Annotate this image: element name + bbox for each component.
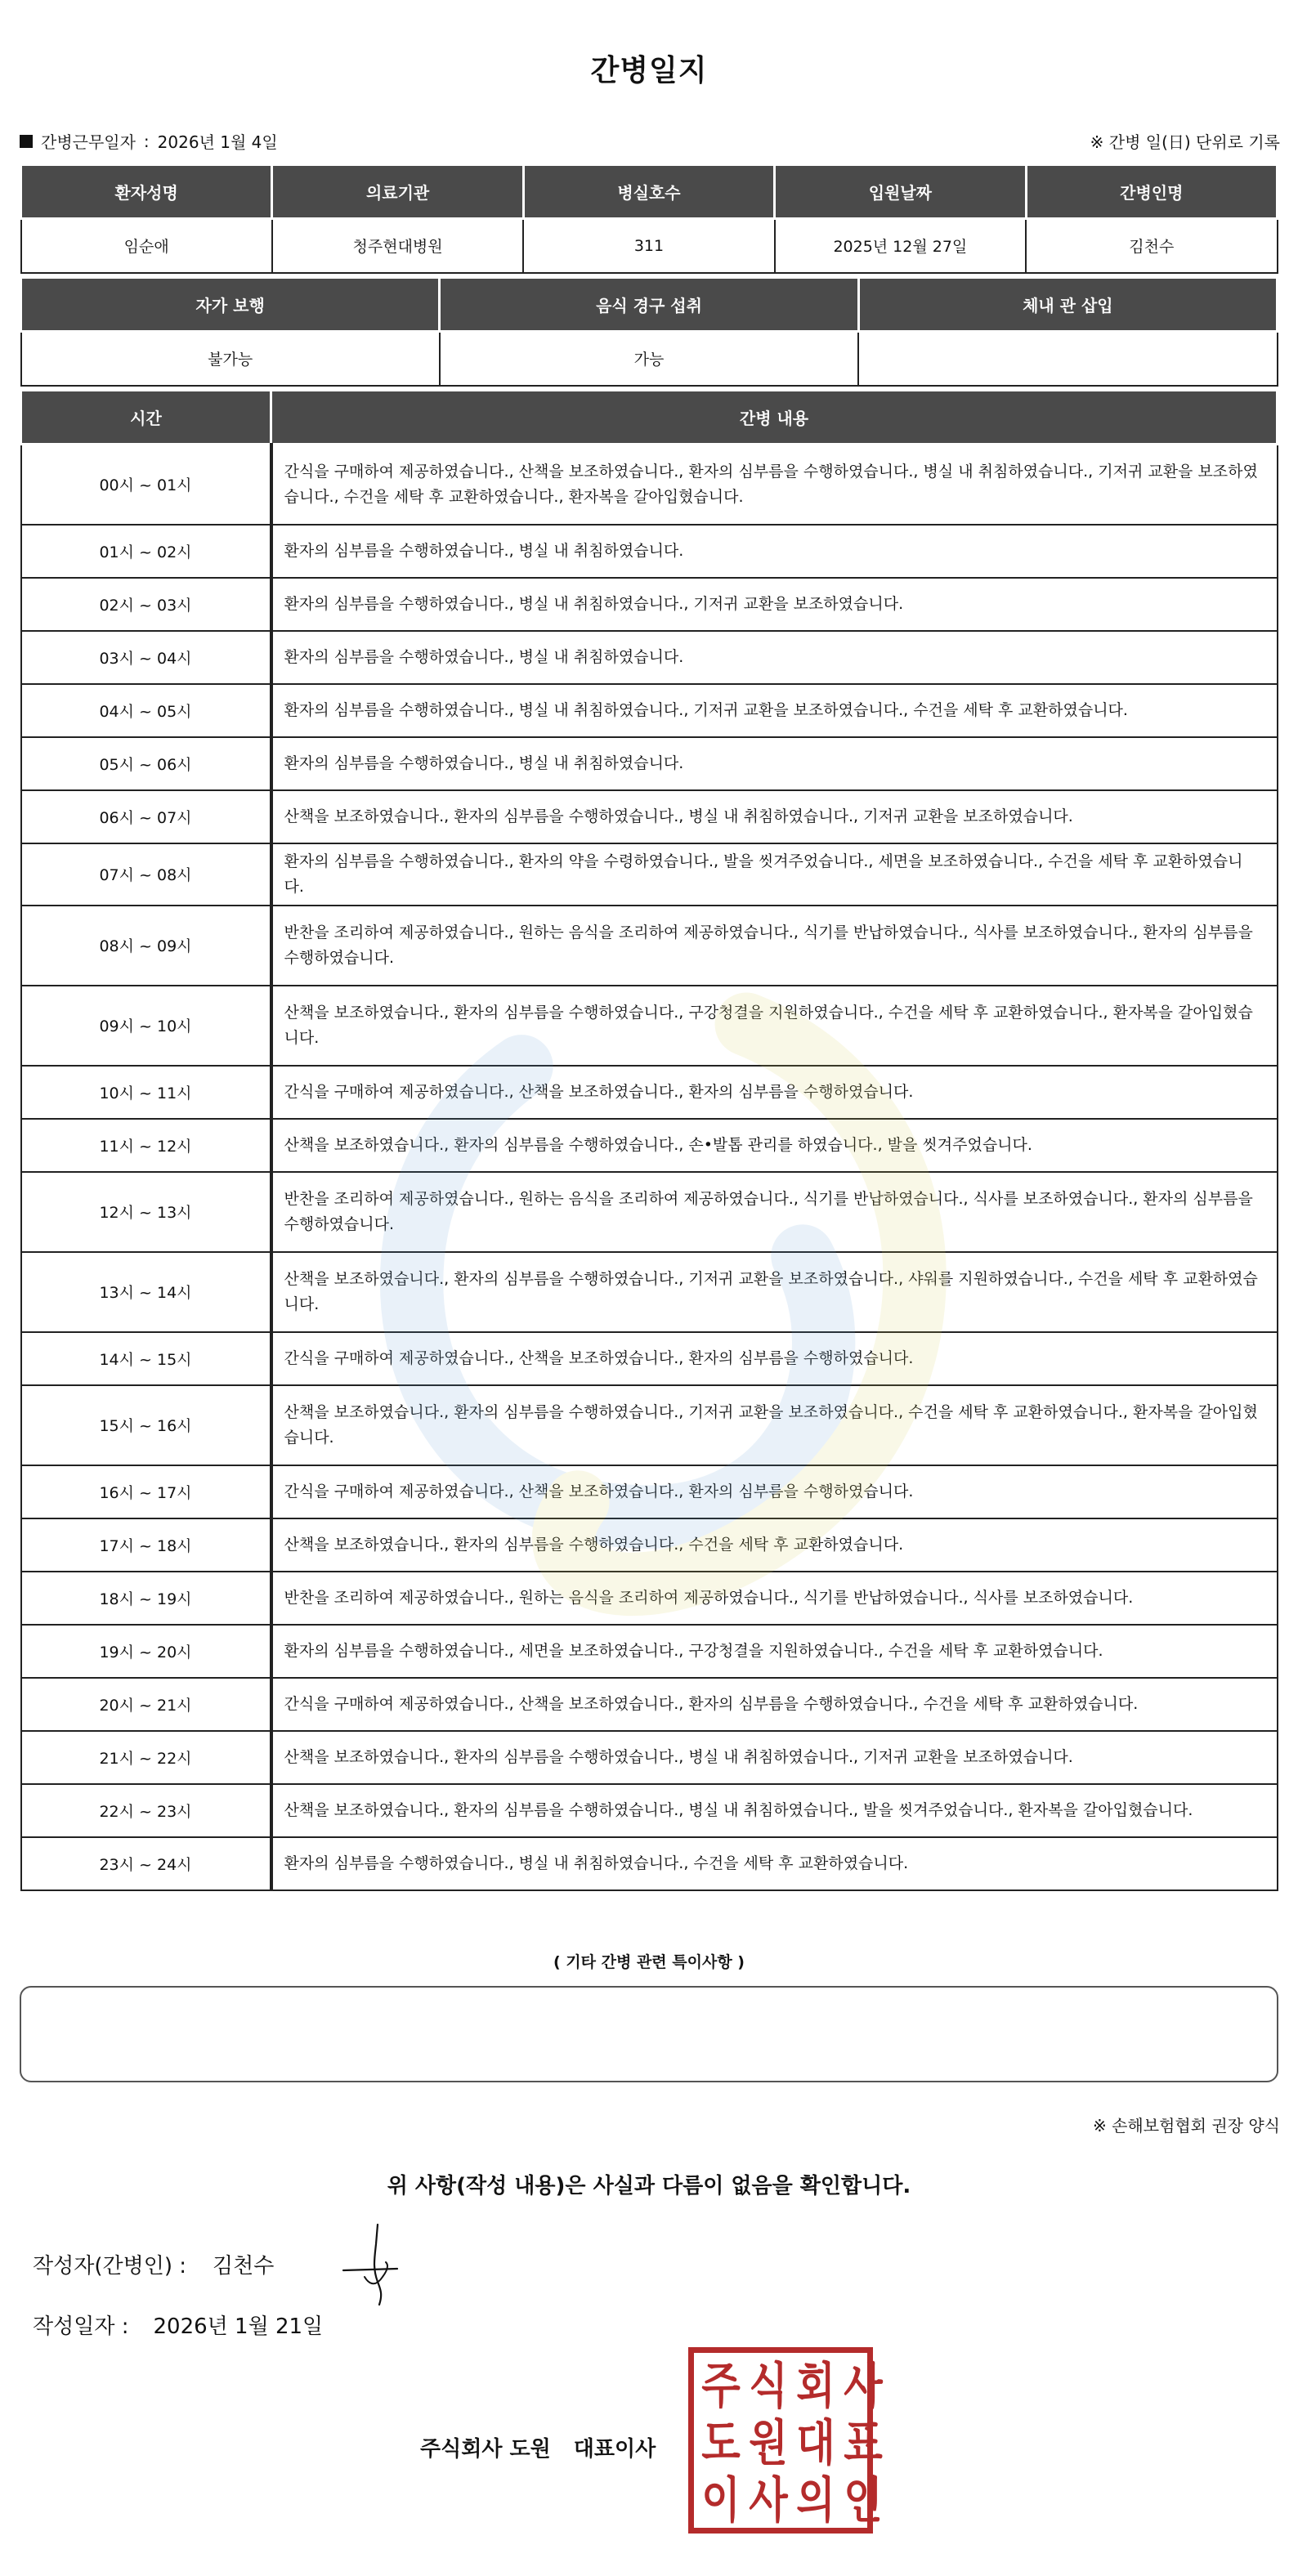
oral-intake-value: 가능	[440, 332, 858, 386]
care-log-row	[21, 1837, 1278, 1890]
seal-character: 의	[796, 2472, 835, 2529]
care-log-content: 산책을 보조하였습니다., 환자의 심부름을 수행하였습니다., 구강청결을 지원하였습니다., 수건을 세탁 후 교환하였습니다., 환자복을 갈아입혔습니다.	[271, 986, 1278, 1066]
care-log-time: 13시 ~ 14시	[21, 1252, 271, 1332]
care-log-row	[21, 1385, 1278, 1465]
care-log-row	[21, 906, 1278, 986]
care-log-body	[21, 445, 1278, 1890]
care-log-content: 환자의 심부름을 수행하였습니다., 병실 내 취침하였습니다.	[271, 631, 1278, 684]
care-log-content: 환자의 심부름을 수행하였습니다., 병실 내 취침하였습니다., 기저귀 교환을 보조하였습니다., 수건을 세탁 후 교환하였습니다.	[271, 684, 1278, 737]
written-date-value: 2026년 1월 21일	[153, 2314, 324, 2339]
care-log-time: 20시 ~ 21시	[21, 1678, 271, 1731]
care-log-row	[21, 790, 1278, 843]
self-walking-value: 불가능	[21, 332, 440, 386]
care-log-time: 22시 ~ 23시	[21, 1784, 271, 1837]
care-log-time: 19시 ~ 20시	[21, 1625, 271, 1678]
care-log-row	[21, 1119, 1278, 1172]
care-log-time: 09시 ~ 10시	[21, 986, 271, 1066]
status-header-row	[21, 278, 1278, 332]
seal-character: 인	[844, 2472, 883, 2529]
written-date-line	[33, 2310, 323, 2340]
care-log-content: 간식을 구매하여 제공하였습니다., 산책을 보조하였습니다., 환자의 심부름을 수행하였습니다.	[271, 1332, 1278, 1385]
written-date-label: 작성일자 :	[33, 2314, 129, 2339]
care-log-content: 산책을 보조하였습니다., 환자의 심부름을 수행하였습니다., 병실 내 취침하였습니다., 발을 씻겨주었습니다., 환자복을 갈아입혔습니다.	[271, 1784, 1278, 1837]
care-log-row	[21, 445, 1278, 525]
care-log-time: 17시 ~ 18시	[21, 1518, 271, 1572]
seal-character: 주	[701, 2358, 741, 2415]
header-time: 시간	[21, 391, 271, 445]
care-log-time: 08시 ~ 09시	[21, 906, 271, 986]
care-log-content: 산책을 보조하였습니다., 환자의 심부름을 수행하였습니다., 병실 내 취침하였습니다., 기저귀 교환을 보조하였습니다.	[271, 1731, 1278, 1784]
care-log-content: 간식을 구매하여 제공하였습니다., 산책을 보조하였습니다., 환자의 심부름을 수행하였습니다., 병실 내 취침하였습니다., 기저귀 교환을 보조하였습니다., 수건을 세탁 후 교환하였습니다., 환자복을 갈아입혔습니다.	[271, 445, 1278, 525]
care-log-row	[21, 684, 1278, 737]
care-log-content: 간식을 구매하여 제공하였습니다., 산책을 보조하였습니다., 환자의 심부름을 수행하였습니다., 수건을 세탁 후 교환하였습니다.	[271, 1678, 1278, 1731]
writer-line	[33, 2249, 274, 2279]
care-log-row	[21, 1625, 1278, 1678]
care-log-row	[21, 525, 1278, 578]
care-log-time: 02시 ~ 03시	[21, 578, 271, 631]
seal-character: 회	[796, 2358, 835, 2415]
header-caregiver-name: 간병인명	[1026, 165, 1277, 219]
patient-status-table	[20, 276, 1278, 387]
care-log-content: 산책을 보조하였습니다., 환자의 심부름을 수행하였습니다., 기저귀 교환을 보조하였습니다., 수건을 세탁 후 교환하였습니다., 환자복을 갈아입혔습니다.	[271, 1385, 1278, 1465]
signature-icon	[340, 2220, 405, 2310]
company-seal-stamp	[688, 2347, 883, 2534]
header-hospital: 의료기관	[272, 165, 523, 219]
confirmation-statement: 위 사항(작성 내용)은 사실과 다름이 없음을 확인합니다.	[387, 2174, 911, 2198]
seal-character: 사	[844, 2358, 883, 2415]
admission-date: 2025년 12월 27일	[775, 219, 1026, 273]
caregiver-name: 김천수	[1026, 219, 1277, 273]
care-log-content: 반찬을 조리하여 제공하였습니다., 원하는 음식을 조리하여 제공하였습니다., 식기를 반납하였습니다., 식사를 보조하였습니다., 환자의 심부름을 수행하였습니다.	[271, 1172, 1278, 1252]
room-number: 311	[523, 219, 774, 273]
work-date-value: 2026년 1월 4일	[157, 132, 278, 152]
document-title: 간병일지	[590, 54, 708, 87]
care-log-content: 환자의 심부름을 수행하였습니다., 병실 내 취침하였습니다.	[271, 737, 1278, 790]
care-log-content: 간식을 구매하여 제공하였습니다., 산책을 보조하였습니다., 환자의 심부름을 수행하였습니다.	[271, 1066, 1278, 1119]
care-log-content: 환자의 심부름을 수행하였습니다., 세면을 보조하였습니다., 구강청결을 지원하였습니다., 수건을 세탁 후 교환하였습니다.	[271, 1625, 1278, 1678]
patient-info-value-row	[21, 219, 1278, 273]
seal-character: 이	[701, 2472, 741, 2529]
care-log-time: 15시 ~ 16시	[21, 1385, 271, 1465]
care-log-row	[21, 1252, 1278, 1332]
special-notes-box	[20, 1986, 1278, 2082]
form-recommendation-note: ※ 손해보험협회 권장 양식	[1092, 2116, 1280, 2135]
care-log-content: 환자의 심부름을 수행하였습니다., 병실 내 취침하였습니다.	[271, 525, 1278, 578]
care-log-time: 06시 ~ 07시	[21, 790, 271, 843]
care-log-row	[21, 1332, 1278, 1385]
header-self-walking: 자가 보행	[21, 278, 440, 332]
care-log-content: 산책을 보조하였습니다., 환자의 심부름을 수행하였습니다., 기저귀 교환을 보조하였습니다., 샤워를 지원하였습니다., 수건을 세탁 후 교환하였습니다.	[271, 1252, 1278, 1332]
header-room-number: 병실호수	[523, 165, 774, 219]
work-date-separator: :	[143, 131, 150, 151]
care-log-row	[21, 1678, 1278, 1731]
care-log-content: 산책을 보조하였습니다., 환자의 심부름을 수행하였습니다., 수건을 세탁 후 교환하였습니다.	[271, 1518, 1278, 1572]
care-log-time: 01시 ~ 02시	[21, 525, 271, 578]
seal-character: 표	[844, 2415, 883, 2472]
care-log-row	[21, 737, 1278, 790]
square-bullet-icon	[20, 135, 33, 148]
special-notes-title: ( 기타 간병 관련 특이사항 )	[553, 1953, 745, 1971]
care-log-row	[21, 631, 1278, 684]
header-tube-insertion: 체내 관 삽입	[858, 278, 1277, 332]
care-log-content: 산책을 보조하였습니다., 환자의 심부름을 수행하였습니다., 손•발톱 관리를 하였습니다., 발을 씻겨주었습니다.	[271, 1119, 1278, 1172]
care-log-row	[21, 1172, 1278, 1252]
care-log-header-row	[21, 391, 1278, 445]
care-log-time: 21시 ~ 22시	[21, 1731, 271, 1784]
care-log-time: 18시 ~ 19시	[21, 1572, 271, 1625]
care-log-row	[21, 1518, 1278, 1572]
care-log-content: 반찬을 조리하여 제공하였습니다., 원하는 음식을 조리하여 제공하였습니다., 식기를 반납하였습니다., 식사를 보조하였습니다., 환자의 심부름을 수행하였습니다.	[271, 906, 1278, 986]
care-log-content: 환자의 심부름을 수행하였습니다., 병실 내 취침하였습니다., 수건을 세탁 후 교환하였습니다.	[271, 1837, 1278, 1890]
care-log-row	[21, 1465, 1278, 1518]
care-log-time: 14시 ~ 15시	[21, 1332, 271, 1385]
header-oral-intake: 음식 경구 섭취	[440, 278, 858, 332]
care-log-content: 환자의 심부름을 수행하였습니다., 병실 내 취침하였습니다., 기저귀 교환을 보조하였습니다.	[271, 578, 1278, 631]
care-log-row	[21, 1731, 1278, 1784]
seal-character: 원	[749, 2415, 788, 2472]
care-log-time: 11시 ~ 12시	[21, 1119, 271, 1172]
care-log-row	[21, 578, 1278, 631]
care-log-time: 10시 ~ 11시	[21, 1066, 271, 1119]
care-log-time: 12시 ~ 13시	[21, 1172, 271, 1252]
care-log-time: 07시 ~ 08시	[21, 843, 271, 906]
care-log-row	[21, 1066, 1278, 1119]
header-care-content: 간병 내용	[271, 391, 1278, 445]
patient-info-header-row	[21, 165, 1278, 219]
care-log-content: 반찬을 조리하여 제공하였습니다., 원하는 음식을 조리하여 제공하였습니다., 식기를 반납하였습니다., 식사를 보조하였습니다.	[271, 1572, 1278, 1625]
seal-character: 사	[749, 2472, 788, 2529]
seal-character: 식	[749, 2358, 788, 2415]
care-log-content: 환자의 심부름을 수행하였습니다., 환자의 약을 수령하였습니다., 발을 씻겨주었습니다., 세면을 보조하였습니다., 수건을 세탁 후 교환하였습니다.	[271, 843, 1278, 906]
care-log-time: 00시 ~ 01시	[21, 445, 271, 525]
care-log-table	[20, 389, 1278, 1891]
company-representative-title: 대표이사	[573, 2437, 656, 2462]
care-log-time: 23시 ~ 24시	[21, 1837, 271, 1890]
seal-character: 도	[701, 2415, 741, 2472]
seal-character: 대	[796, 2415, 835, 2472]
care-log-row	[21, 843, 1278, 906]
work-date	[20, 129, 278, 153]
care-log-content: 산책을 보조하였습니다., 환자의 심부름을 수행하였습니다., 병실 내 취침하였습니다., 기저귀 교환을 보조하였습니다.	[271, 790, 1278, 843]
header-admission-date: 입원날짜	[775, 165, 1026, 219]
care-log-time: 04시 ~ 05시	[21, 684, 271, 737]
care-log-row	[21, 1784, 1278, 1837]
company-name: 주식회사 도원	[420, 2437, 551, 2462]
care-log-content: 간식을 구매하여 제공하였습니다., 산책을 보조하였습니다., 환자의 심부름을 수행하였습니다.	[271, 1465, 1278, 1518]
unit-note: ※ 간병 일(日) 단위로 기록	[1090, 132, 1280, 152]
patient-name: 임순애	[21, 219, 272, 273]
header-patient-name: 환자성명	[21, 165, 272, 219]
care-log-time: 16시 ~ 17시	[21, 1465, 271, 1518]
care-log-row	[21, 1572, 1278, 1625]
care-log-time: 05시 ~ 06시	[21, 737, 271, 790]
writer-name: 김천수	[213, 2254, 275, 2279]
tube-insertion-value	[858, 332, 1277, 386]
care-log-row	[21, 986, 1278, 1066]
company-signature	[420, 2432, 656, 2462]
work-date-label: 간병근무일자	[41, 132, 136, 152]
writer-label: 작성자(간병인) :	[33, 2254, 187, 2279]
care-log-time: 03시 ~ 04시	[21, 631, 271, 684]
status-value-row	[21, 332, 1278, 386]
patient-info-table	[20, 163, 1278, 274]
hospital-name: 청주현대병원	[272, 219, 523, 273]
